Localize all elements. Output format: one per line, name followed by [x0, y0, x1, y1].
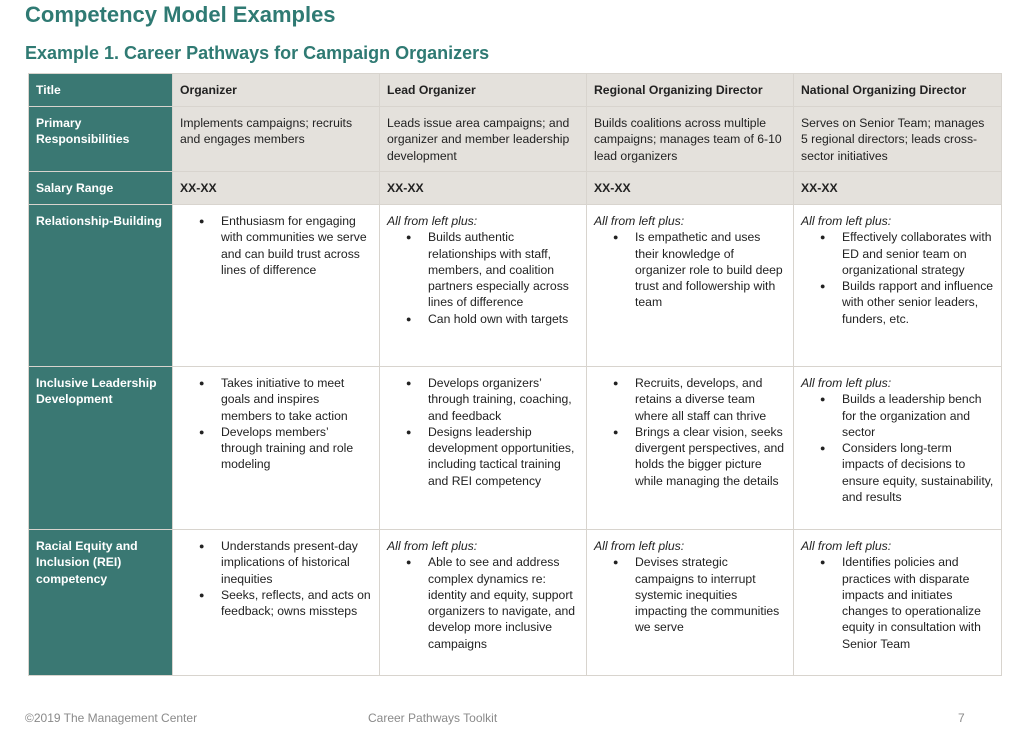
table-cell	[794, 205, 1002, 367]
bullet-list	[180, 375, 372, 473]
bullet-list	[594, 375, 786, 489]
list-item: ● Understands present-day implications of historical inequities	[180, 538, 372, 587]
row-label-primary-responsibilities: Primary Responsibilities	[29, 107, 173, 172]
table-cell: Serves on Senior Team; manages 5 regional directors; leads cross-sector initiatives	[794, 107, 1002, 172]
table-cell: Implements campaigns; recruits and engages members	[173, 107, 380, 172]
list-item: ● Recruits, develops, and retains a diverse team where all staff can thrive	[594, 375, 786, 424]
list-item: ● Enthusiasm for engaging with communities we serve and can build trust across lines of difference	[180, 213, 372, 278]
table-cell	[380, 367, 587, 530]
table-cell	[173, 367, 380, 530]
bullet-list	[180, 213, 372, 278]
table-cell	[380, 172, 587, 205]
table-cell	[173, 530, 380, 676]
cell-lead-text: All from left plus:	[387, 539, 478, 553]
list-item: ● Brings a clear vision, seeks divergent perspectives, and holds the bigger picture while managing the details	[594, 424, 786, 489]
list-item: ● Can hold own with targets	[387, 311, 579, 327]
bullet-list	[801, 229, 994, 327]
table-cell	[173, 172, 380, 205]
list-item: ● Builds authentic relationships with staff, members, and coalition partners especially across lines of difference	[387, 229, 579, 310]
cell-lead-text: All from left plus:	[594, 214, 685, 228]
table-cell	[794, 172, 1002, 205]
table-cell	[794, 530, 1002, 676]
list-item: ● Devises strategic campaigns to interrupt systemic inequities impacting the communities we serve	[594, 554, 786, 635]
table-cell	[380, 530, 587, 676]
cell-lead-text: All from left plus:	[801, 376, 892, 390]
row-label-rei-competency: Racial Equity and Inclusion (REI) competency	[29, 530, 173, 676]
cell-lead-text: All from left plus:	[387, 214, 478, 228]
table-row-inclusive-leadership	[29, 367, 1002, 530]
list-item: ● Identifies policies and practices with disparate impacts and initiates changes to operationalize equity in consultation with Senior Team	[801, 554, 994, 652]
list-item: ● Builds a leadership bench for the organization and sector	[801, 391, 994, 440]
salary-value: XX-XX	[180, 181, 217, 195]
table-row-primary-responsibilities	[29, 107, 1002, 172]
table-row-salary-range	[29, 172, 1002, 205]
list-item: ● Is empathetic and uses their knowledge of organizer role to build deep trust and followership with team	[594, 229, 786, 310]
list-item: ● Designs leadership development opportunities, including tactical training and REI competency	[387, 424, 579, 489]
bullet-list	[387, 554, 579, 652]
salary-value: XX-XX	[387, 181, 424, 195]
table-row-rei-competency	[29, 530, 1002, 676]
list-item: ● Effectively collaborates with ED and senior team on organizational strategy	[801, 229, 994, 278]
table-row-relationship-building	[29, 205, 1002, 367]
competency-table	[28, 73, 1002, 676]
bullet-list	[594, 229, 786, 310]
bullet-list	[801, 391, 994, 505]
column-header-regional-director: Regional Organizing Director	[587, 74, 794, 107]
table-cell	[587, 172, 794, 205]
page-title: Competency Model Examples	[25, 2, 336, 27]
bullet-list	[180, 538, 372, 619]
footer-copyright: ©2019 The Management Center	[25, 711, 198, 725]
bullet-list	[801, 554, 994, 652]
footer-page-number: 7	[958, 711, 965, 725]
list-item: ● Considers long-term impacts of decisions to ensure equity, sustainability, and results	[801, 440, 994, 505]
example-title: Example 1. Career Pathways for Campaign Organizers	[25, 43, 490, 63]
bullet-list	[594, 554, 786, 635]
table-header-row	[29, 74, 1002, 107]
row-label-salary-range: Salary Range	[29, 172, 173, 205]
table-cell	[587, 205, 794, 367]
cell-lead-text: All from left plus:	[801, 539, 892, 553]
salary-value: XX-XX	[594, 181, 631, 195]
table-cell	[587, 530, 794, 676]
row-label-inclusive-leadership: Inclusive Leadership Development	[29, 367, 173, 530]
footer-document-title: Career Pathways Toolkit	[368, 711, 498, 725]
table-cell: Builds coalitions across multiple campaigns; manages team of 6-10 lead organizers	[587, 107, 794, 172]
row-label-title: Title	[29, 74, 173, 107]
table-cell	[587, 367, 794, 530]
list-item: ● Builds rapport and influence with other senior leaders, funders, etc.	[801, 278, 994, 327]
table-cell: Leads issue area campaigns; and organizer and member leadership development	[380, 107, 587, 172]
salary-value: XX-XX	[801, 181, 838, 195]
table-cell	[173, 205, 380, 367]
table-cell	[794, 367, 1002, 530]
list-item: ● Takes initiative to meet goals and inspires members to take action	[180, 375, 372, 424]
bullet-list	[387, 375, 579, 489]
list-item: ● Develops members’ through training and role modeling	[180, 424, 372, 473]
list-item: ● Develops organizers’ through training, coaching, and feedback	[387, 375, 579, 424]
list-item: ● Seeks, reflects, and acts on feedback; owns missteps	[180, 587, 372, 620]
column-header-lead-organizer: Lead Organizer	[380, 74, 587, 107]
cell-lead-text: All from left plus:	[594, 539, 685, 553]
bullet-list	[387, 229, 579, 327]
row-label-relationship-building: Relationship-Building	[29, 205, 173, 367]
column-header-national-director: National Organizing Director	[794, 74, 1002, 107]
list-item: ● Able to see and address complex dynamics re: identity and equity, support organizers to navigate, and develop more inclusive campaigns	[387, 554, 579, 652]
column-header-organizer: Organizer	[173, 74, 380, 107]
cell-lead-text: All from left plus:	[801, 214, 892, 228]
table-cell	[380, 205, 587, 367]
